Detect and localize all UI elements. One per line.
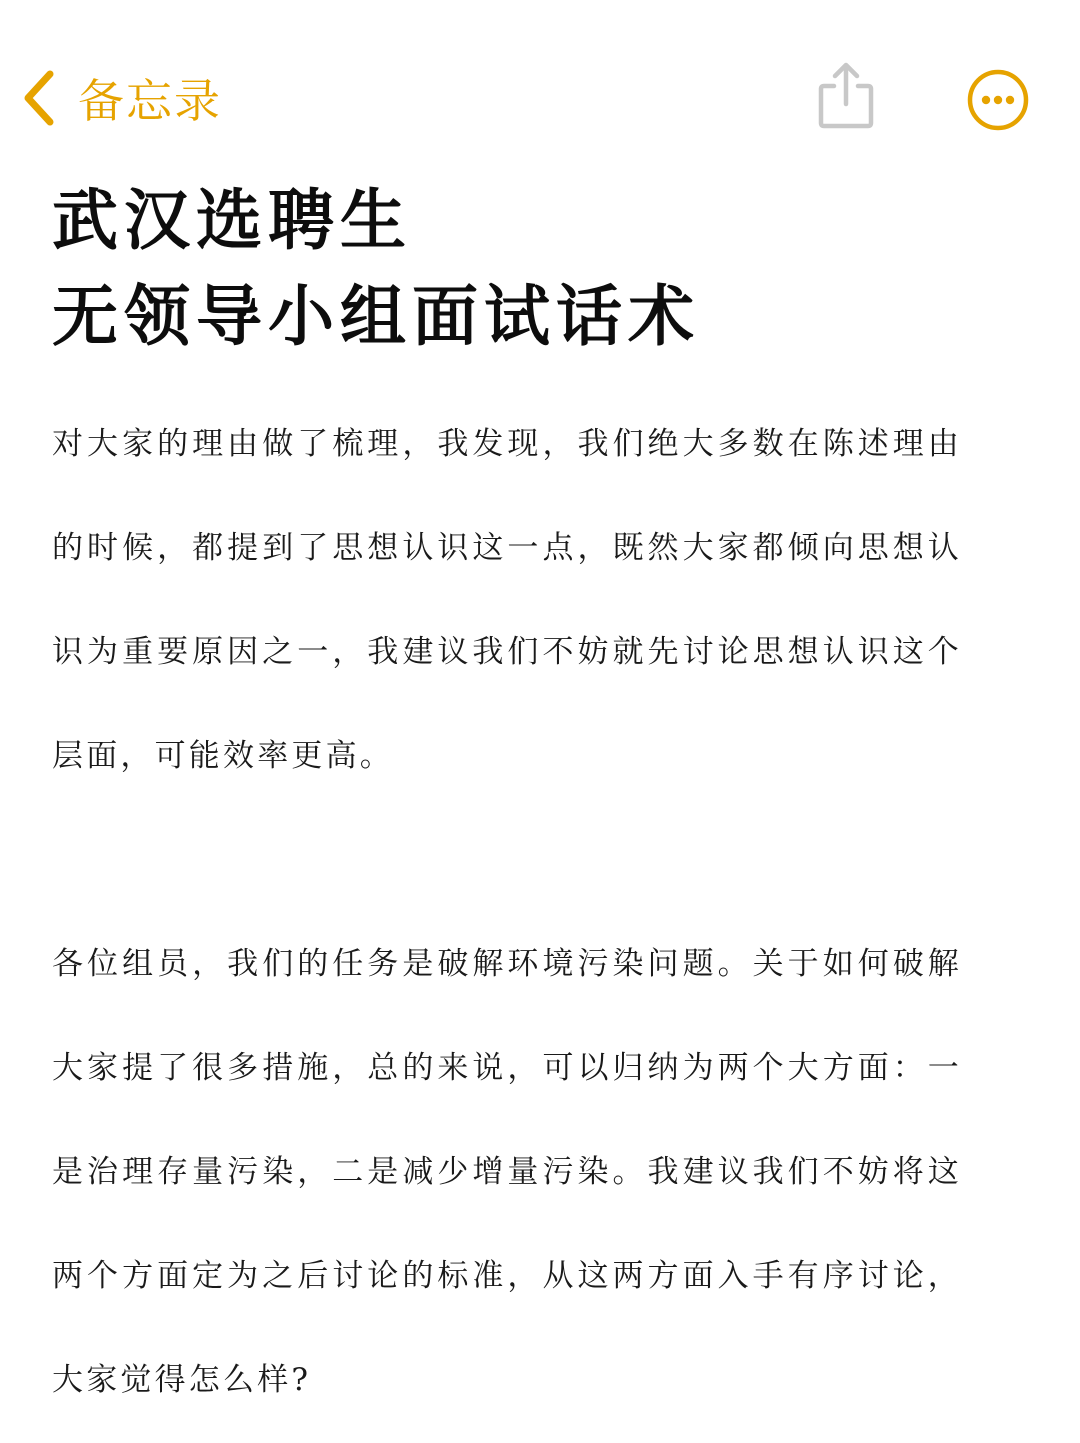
navigation-bar — [0, 0, 1080, 170]
back-button-label: 备忘录 — [78, 74, 222, 128]
chevron-left-icon — [22, 70, 56, 126]
note-title-line-2: 无领导小组面试话术 — [52, 277, 700, 355]
note-content[interactable] — [52, 172, 1032, 1432]
ellipsis-circle-icon — [966, 68, 1030, 132]
note-title — [52, 172, 1032, 364]
back-button[interactable] — [22, 66, 222, 130]
share-icon — [814, 60, 878, 132]
note-paragraph-1: 对大家的理由做了梳理，我发现，我们绝大多数在陈述理由的时候，都提到了思想认识这一点，既然大家都倾向思想认识为重要原因之一，我建议我们不妨就先讨论思想认识这个层面，可能效率更高。 — [52, 426, 962, 774]
share-button[interactable] — [814, 60, 878, 132]
note-paragraph-2: 各位组员，我们的任务是破解环境污染问题。关于如何破解大家提了很多措施，总的来说，可以归纳为两个大方面：一是治理存量污染，二是减少增量污染。我建议我们不妨将这两个方面定为之后讨论的标准，从这两方面入手有序讨论，大家觉得怎么样? — [52, 946, 962, 1398]
more-options-button[interactable] — [966, 68, 1030, 132]
note-title-line-1: 武汉选聘生 — [52, 181, 412, 259]
